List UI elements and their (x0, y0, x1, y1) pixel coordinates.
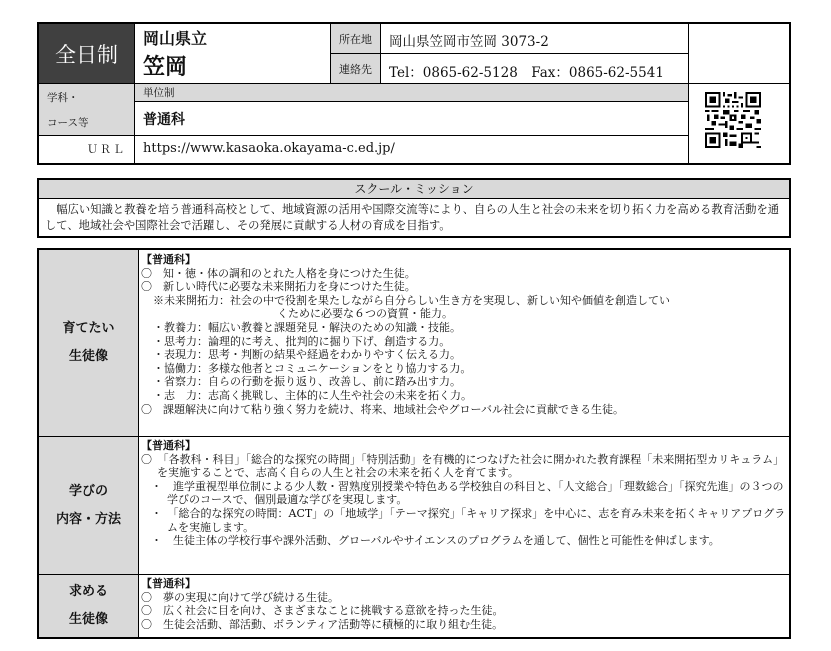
location-label: 所在地 (339, 32, 372, 46)
ideal-line: ・志 力：志高く挑戦し、主体的に人生や社会の未来を拓く力。 (153, 388, 472, 402)
learning-line: ・ 生徒主体の学校行事や課外活動、グローバルやサイエンスのプログラムを通して、個性と可能性を伸ばします。 (151, 534, 720, 548)
seeking-label-1: 求める (68, 584, 108, 599)
url-label: ＵＲＬ (87, 143, 126, 156)
learning-content (141, 439, 789, 548)
course-label-cell (39, 84, 135, 136)
location-value: 岡山県笠岡市笠岡 3073-2 (389, 34, 549, 50)
ideal-line: 〇 知・徳・体の調和のとれた人格を身につけた生徒。 (141, 266, 416, 280)
ideal-student-content (141, 253, 789, 416)
ideal-line: 〇 課題解決に向けて粘り強く努力を続け、将来、地域社会やグローバル社会に貢献できる生徒。 (141, 402, 625, 416)
learning-label-2: 内容・方法 (55, 511, 121, 527)
row-divider (39, 574, 789, 575)
seeking-header: 【普通科】 (141, 577, 196, 590)
contact-label-cell (331, 54, 381, 84)
ideal-line: ※未来開拓力：社会の中で役割を果たしながら自分らしい生き方を実現し、新しい知や価値を創造してい (153, 293, 670, 307)
ideal-line: ・教養力：幅広い教養と課題発見・解決のための知識・技能。 (153, 320, 461, 334)
row-divider (39, 436, 789, 437)
ideal-line: ・表現力：思考・判断の結果や経過をわかりやすく伝える力。 (153, 348, 461, 362)
system-cell (39, 24, 135, 84)
credit-system-label: 単位制 (143, 87, 175, 99)
ideal-line: ・協働力：多様な他者とコミュニケーションをとり協力する力。 (153, 361, 472, 375)
seeking-line: 〇 夢の実現に向けて学び続ける生徒。 (141, 590, 339, 604)
prefecture-label: 岡山県立 (143, 29, 208, 48)
school-name-cell (135, 24, 331, 84)
ideal-line: ・省察力：自らの行動を振り返り、改善し、前に踏み出す力。 (153, 375, 461, 389)
mission-text: 幅広い知識と教養を培う普通科高校として、地域資源の活用や国際交流等により、自らの人生と社会の未来を切り拓く力を高める教育活動を通して、地域社会や国際社会で活躍し、その発展に貢献する人材の育成を目指す。 (45, 203, 780, 232)
school-mission-box (37, 178, 791, 238)
ideal-line: くために必要な６つの資質・能力。 (277, 307, 453, 321)
contact-value: Tel：0865-62-5128 Fax：0865-62-5541 (389, 65, 664, 81)
location-label-cell (331, 24, 381, 54)
mission-title: スクール・ミッション (39, 180, 789, 199)
header-right-blank (689, 24, 789, 84)
learning-line: 〇 「各教科・科目」「総合的な探究の時間」「特別活動」を有機的につなげた社会に開かれた教育課程「未来開拓型カリキュラム」を実施することで、志高く自らの人生と社会の未来を拓く人を育てます。 (141, 452, 785, 480)
qr-code-icon (705, 92, 761, 148)
url-value-cell (135, 136, 689, 163)
url-link[interactable]: https://www.kasaoka.okayama-c.ed.jp/ (143, 141, 395, 156)
learning-label-cell (39, 437, 139, 574)
course-label-1: 学科・ (47, 92, 79, 104)
school-info-table (37, 22, 791, 165)
learning-line: ・ 進学重視型単位制による少人数・習熟度別授業や特色ある学校独自の科目と、「人文総合」「理数総合」「探究先進」の３つの学びのコースで、個別最適な学びを実現します。 (151, 479, 784, 507)
course-value-cell (135, 102, 689, 136)
ideal-label-1: 育てたい (62, 321, 115, 336)
contact-value-cell (381, 54, 689, 84)
seeking-line: 〇 広く社会に目を向け、さまざまなことに挑戦する意欲を持った生徒。 (141, 604, 504, 618)
url-label-cell (39, 136, 135, 163)
policy-table (37, 248, 791, 639)
learning-line: ・ 「総合的な探究の時間：ACT」の「地域学」「テーマ探究」「キャリア探求」を中心に、志を育み未来を拓くキャリアプログラムを実施します。 (151, 506, 786, 534)
contact-label: 連絡先 (339, 62, 372, 76)
seeking-label-2: 生徒像 (68, 612, 108, 627)
system-label: 全日制 (55, 42, 118, 67)
ideal-line: 〇 新しい時代に必要な未来開拓力を身につけた生徒。 (141, 280, 416, 294)
ideal-header: 【普通科】 (141, 253, 196, 266)
school-name: 笠岡 (143, 55, 188, 80)
seeking-content (141, 577, 789, 631)
course-label-2: コース等 (47, 117, 89, 129)
seeking-line: 〇 生徒会活動、部活動、ボランティア活動等に積極的に取り組む生徒。 (141, 617, 504, 631)
ideal-line: ・思考力：論理的に考え、批判的に掘り下げ、創造する力。 (153, 334, 451, 348)
credit-system-cell (135, 84, 689, 102)
course-value: 普通科 (143, 112, 185, 128)
learning-label-1: 学びの (68, 483, 108, 499)
learning-header: 【普通科】 (141, 439, 196, 452)
seeking-label-cell (39, 575, 139, 637)
ideal-label-2: 生徒像 (68, 349, 108, 364)
ideal-student-label-cell (39, 250, 139, 436)
location-value-cell (381, 24, 689, 54)
